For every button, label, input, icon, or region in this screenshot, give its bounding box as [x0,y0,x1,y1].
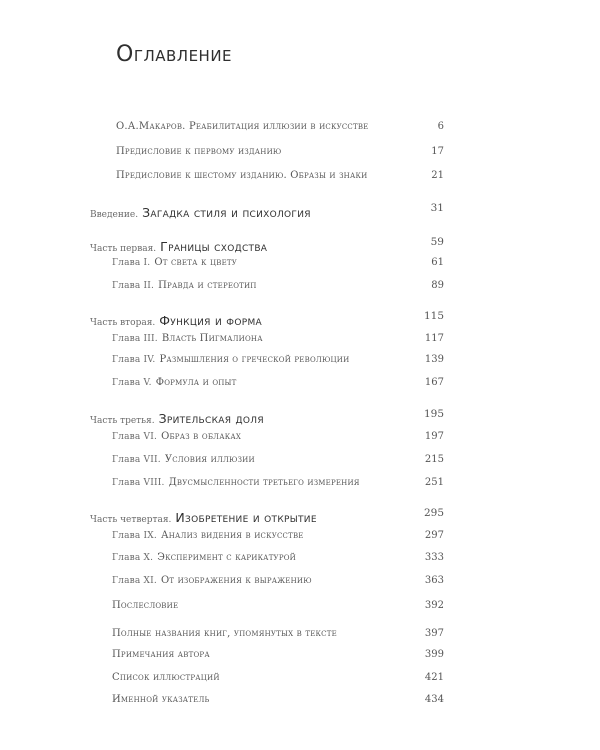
toc-chapter-8[interactable] [0,477,600,495]
toc-chapter-5[interactable] [0,377,600,395]
toc-entry-title: Загадка стиля и психология [142,205,311,220]
toc-part-prefix: Часть первая. [90,244,157,254]
toc-chapter-prefix: Глава III. [112,334,158,344]
toc-chapter-prefix: Глава I. [112,258,151,268]
toc-chapter-page: 167 [424,377,444,388]
toc-entry-label: Примечания автора [112,649,210,660]
toc-chapter-7[interactable] [0,454,600,472]
toc-entry-label: Предисловие к первому изданию [116,146,282,157]
toc-part-prefix: Часть четвертая. [90,515,172,525]
toc-entry-back-4[interactable] [0,694,600,712]
toc-chapter-prefix: Глава VII. [112,455,161,465]
toc-part-page: 115 [423,310,444,322]
toc-entry-label: О.А.Макаров. Реабилитация иллюзии в искусстве [116,121,369,132]
toc-part-title: Границы сходства [160,239,268,254]
toc-chapter-page: 139 [424,354,444,365]
toc-entry-front-3[interactable] [0,170,600,188]
toc-part-title: Зрительская доля [158,411,264,426]
toc-entry-page: 392 [424,600,444,611]
toc-entry-page: 31 [430,202,444,214]
toc-chapter-title: Условия иллюзии [164,454,255,465]
toc-part-page: 59 [430,236,444,248]
toc-part-prefix: Часть третья. [90,416,155,426]
toc-chapter-title: Правда и стереотип [158,280,257,291]
toc-entry-page: 17 [431,146,444,157]
toc-entry-label: Список иллюстраций [112,672,220,683]
toc-entry-page: 6 [437,121,444,132]
toc-entry-label: Предисловие к шестому изданию. Образы и знаки [116,170,368,181]
toc-chapter-10[interactable] [0,552,600,570]
toc-chapter-6[interactable] [0,431,600,449]
toc-chapter-page: 117 [424,333,444,344]
toc-entry-page: 399 [424,649,444,660]
toc-chapter-prefix: Глава VI. [112,432,158,442]
toc-chapter-title: Власть Пигмалиона [161,333,263,344]
toc-chapter-title: Эксперимент с карикатурой [157,552,296,563]
toc-chapter-1[interactable] [0,257,600,275]
toc-entry-front-2[interactable] [0,146,600,164]
toc-chapter-title: Анализ видения в искусстве [160,530,304,541]
toc-chapter-title: Размышления о греческой революции [159,354,350,365]
toc-chapter-9[interactable] [0,530,600,548]
toc-entry-page: 434 [424,694,444,705]
toc-part-title: Функция и форма [159,313,262,328]
toc-chapter-2[interactable] [0,280,600,298]
toc-chapter-title: Формула и опыт [155,377,237,388]
toc-part-page: 295 [423,507,444,519]
toc-entry-page: 397 [424,628,444,639]
toc-entry-page: 21 [431,170,444,181]
toc-chapter-page: 333 [424,552,444,563]
toc-chapter-title: Двусмысленности третьего измерения [168,477,360,488]
toc-chapter-page: 89 [431,280,444,291]
toc-chapter-page: 215 [424,454,444,465]
toc-entry-label: Именной указатель [112,694,210,705]
toc-part-3[interactable] [0,408,600,426]
toc-part-prefix: Часть вторая. [90,318,156,328]
toc-chapter-page: 251 [424,477,444,488]
toc-entry-afterword[interactable] [0,600,600,618]
toc-chapter-4[interactable] [0,354,600,372]
page-title: Оглавление [116,42,233,67]
toc-part-title: Изобретение и открытие [175,510,317,525]
toc-chapter-prefix: Глава IV. [112,355,156,365]
toc-chapter-prefix: Глава IX. [112,531,157,541]
toc-entry-label: Полные названия книг, упомянутых в тексте [112,628,337,639]
toc-chapter-title: От изображения к выражению [160,575,312,586]
toc-entry-front-1[interactable] [0,121,600,139]
toc-chapter-page: 297 [424,530,444,541]
toc-part-2[interactable] [0,310,600,328]
toc-chapter-prefix: Глава V. [112,378,152,388]
toc-entry-intro[interactable] [0,202,600,220]
toc-chapter-page: 61 [431,257,444,268]
toc-part-1[interactable] [0,236,600,254]
toc-chapter-prefix: Глава VIII. [112,478,165,488]
toc-chapter-11[interactable] [0,575,600,593]
toc-part-4[interactable] [0,507,600,525]
toc-entry-label: Послесловие [112,600,179,611]
toc-chapter-page: 363 [424,575,444,586]
toc-entry-back-1[interactable] [0,628,600,646]
toc-chapter-3[interactable] [0,333,600,351]
toc-chapter-title: От света к цвету [154,257,238,268]
toc-entry-back-3[interactable] [0,672,600,690]
toc-chapter-prefix: Глава II. [112,281,155,291]
toc-chapter-title: Образ в облаках [161,431,242,442]
toc-part-page: 195 [423,408,444,420]
toc-chapter-prefix: Глава X. [112,553,154,563]
toc-chapter-page: 197 [424,431,444,442]
toc-chapter-prefix: Глава XI. [112,576,157,586]
toc-entry-page: 421 [424,672,444,683]
toc-entry-back-2[interactable] [0,649,600,667]
toc-entry-prefix: Введение. [90,210,139,220]
